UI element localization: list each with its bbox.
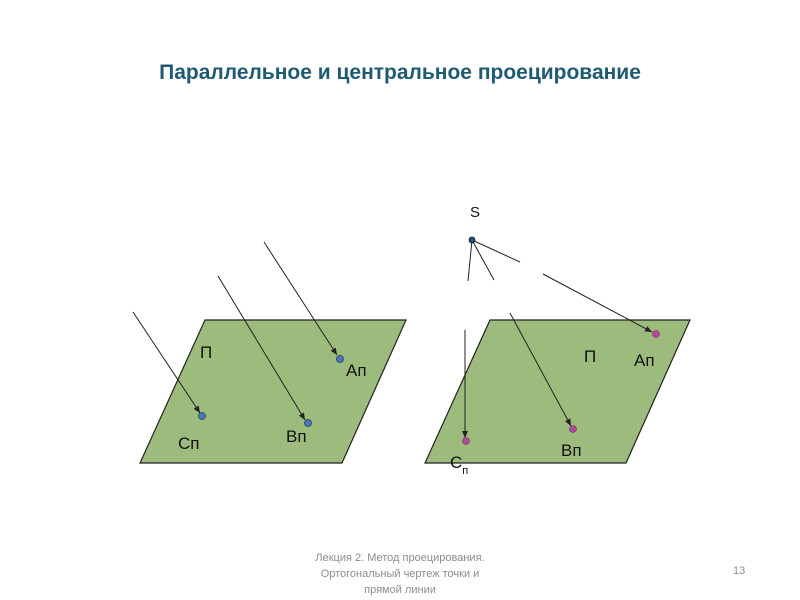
central-label-b: Вп bbox=[561, 441, 582, 460]
slide-footer bbox=[290, 550, 510, 598]
center-label-s: S bbox=[470, 204, 481, 221]
parallel-label-b: Вп bbox=[286, 427, 307, 446]
central-label-a: Ап bbox=[634, 351, 655, 370]
central-label-c-sub: п bbox=[462, 465, 469, 477]
center-point-s bbox=[469, 237, 475, 243]
central-point-a-projection bbox=[653, 331, 660, 338]
central-point-c-projection bbox=[463, 438, 470, 445]
point-c-projection bbox=[199, 413, 206, 420]
central-ray-stub-1 bbox=[468, 240, 472, 281]
footer-line-2: Ортогональный чертеж точки и bbox=[320, 568, 480, 580]
parallel-projection bbox=[133, 242, 406, 463]
point-a-projection bbox=[337, 356, 344, 363]
central-projection bbox=[425, 204, 690, 477]
page-number: 13 bbox=[733, 565, 746, 577]
central-label-c-main: С bbox=[450, 453, 463, 472]
central-ray-stub-2 bbox=[472, 240, 494, 280]
parallel-label-c: Сп bbox=[178, 434, 200, 453]
footer-line-3: прямой линии bbox=[364, 584, 436, 596]
parallel-plane-label: П bbox=[200, 343, 213, 362]
central-plane-label: П bbox=[584, 347, 597, 366]
slide-title: Параллельное и центральное проецирование bbox=[159, 61, 641, 84]
point-b-projection bbox=[305, 420, 312, 427]
central-point-b-projection bbox=[570, 426, 577, 433]
central-ray-stub-3 bbox=[472, 240, 520, 262]
parallel-label-a: Ап bbox=[346, 361, 367, 380]
footer-line-1: Лекция 2. Метод проецирования. bbox=[315, 552, 485, 564]
